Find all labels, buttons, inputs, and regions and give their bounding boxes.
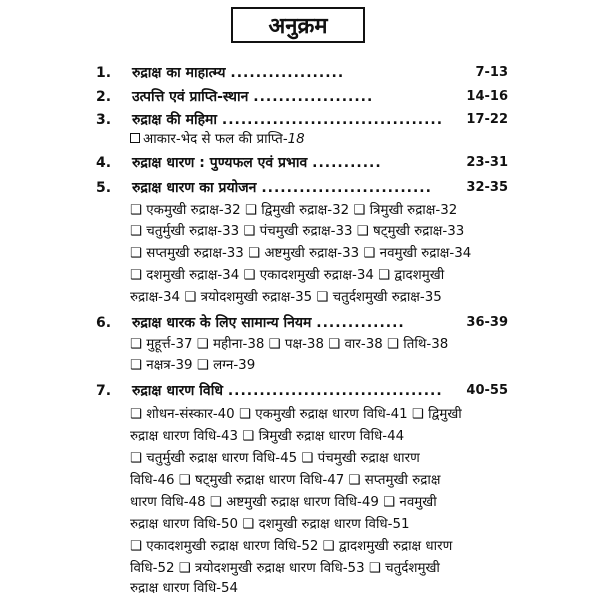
chapter-title-text: रुद्राक्ष धारण विधि xyxy=(132,383,223,399)
checkbox-icon xyxy=(130,133,140,143)
toc-chapter-1[interactable] xyxy=(0,63,600,83)
sub-line: रुद्राक्ष धारण विधि-43 ❑ त्रिमुखी रुद्राक्ष धारण विधि-44 xyxy=(130,429,405,444)
chapter-title-text: रुद्राक्ष धारण : पुण्यफल एवं प्रभाव xyxy=(132,155,308,171)
chapter-title-text: उत्पत्ति एवं प्राप्ति-स्थान xyxy=(132,89,249,105)
sub-line: ❑ शोधन-संस्कार-40 ❑ एकमुखी रुद्राक्ष धारण विधि-41 ❑ द्विमुखी xyxy=(130,407,462,422)
chapter-number: 1. xyxy=(96,65,112,81)
leader-dots: .................................. xyxy=(227,383,443,399)
toc-title-box xyxy=(231,7,365,43)
toc-chapter-7[interactable] xyxy=(0,381,600,401)
chapter-number: 5. xyxy=(96,180,112,196)
sub-line: रुद्राक्ष-34 ❑ त्रयोदशमुखी रुद्राक्ष-35 ❑ चतुर्दशमुखी रुद्राक्ष-35 xyxy=(130,290,442,305)
sub-line: ❑ एकमुखी रुद्राक्ष-32 ❑ द्विमुखी रुद्राक्ष-32 ❑ त्रिमुखी रुद्राक्ष-32 xyxy=(130,203,458,218)
chapter-number: 4. xyxy=(96,155,112,171)
sub-line: रुद्राक्ष धारण विधि-50 ❑ दशमुखी रुद्राक्ष धारण विधि-51 xyxy=(130,517,410,532)
chapter-title xyxy=(132,178,432,198)
chapter-title xyxy=(132,63,344,83)
toc-chapter-3[interactable] xyxy=(0,110,600,130)
sub-text: आकार-भेद से फल की प्राप्ति- xyxy=(143,132,288,147)
chapter-title-text: रुद्राक्ष का माहात्म्य xyxy=(132,65,226,81)
toc-chapter-2[interactable] xyxy=(0,87,600,107)
chapter-number: 7. xyxy=(96,383,112,399)
chapter-pages: 32-35 xyxy=(466,180,508,195)
leader-dots: .................. xyxy=(230,65,345,81)
leader-dots: ................... xyxy=(253,89,374,105)
sub-line: ❑ एकादशमुखी रुद्राक्ष धारण विधि-52 ❑ द्वादशमुखी रुद्राक्ष धारण xyxy=(130,539,453,554)
chapter-title xyxy=(132,153,382,173)
toc-chapter-5[interactable] xyxy=(0,178,600,198)
chapter-title-text: रुद्राक्ष धारण का प्रयोजन xyxy=(132,180,257,196)
leader-dots: ........... xyxy=(312,155,382,171)
sub-line: ❑ चतुर्मुखी रुद्राक्ष धारण विधि-45 ❑ पंचमुखी रुद्राक्ष धारण xyxy=(130,451,420,466)
sub-line: रुद्राक्ष धारण विधि-54 xyxy=(130,581,239,596)
leader-dots: .............. xyxy=(316,315,405,331)
chapter-pages: 7-13 xyxy=(475,65,508,80)
sub-line: ❑ सप्तमुखी रुद्राक्ष-33 ❑ अष्टमुखी रुद्राक्ष-33 ❑ नवमुखी रुद्राक्ष-34 xyxy=(130,246,472,261)
chapter-pages: 17-22 xyxy=(466,112,508,127)
toc-chapter-6[interactable] xyxy=(0,313,600,333)
sub-line: ❑ मुहूर्त्त-37 ❑ महीना-38 ❑ पक्ष-38 ❑ वार-38 ❑ तिथि-38 xyxy=(130,337,449,352)
chapter-pages: 36-39 xyxy=(466,315,508,330)
sub-line: ❑ नक्षत्र-39 ❑ लग्न-39 xyxy=(130,358,256,373)
sub-line: धारण विधि-48 ❑ अष्टमुखी रुद्राक्ष धारण विधि-49 ❑ नवमुखी xyxy=(130,495,437,510)
sub-line: विधि-52 ❑ त्रयोदशमुखी रुद्राक्ष धारण विधि-53 ❑ चतुर्दशमुखी xyxy=(130,561,440,576)
chapter-title-text: रुद्राक्ष धारक के लिए सामान्य नियम xyxy=(132,315,312,331)
chapter-title xyxy=(132,313,405,333)
leader-dots: ................................... xyxy=(221,112,444,128)
toc-chapter-4[interactable] xyxy=(0,153,600,173)
chapter-pages: 23-31 xyxy=(466,155,508,170)
sub-line: ❑ चतुर्मुखी रुद्राक्ष-33 ❑ पंचमुखी रुद्राक्ष-33 ❑ षट्मुखी रुद्राक्ष-33 xyxy=(130,224,465,239)
chapter-title xyxy=(132,381,443,401)
chapter-pages: 14-16 xyxy=(466,89,508,104)
sub-line xyxy=(130,130,476,150)
chapter-number: 3. xyxy=(96,112,112,128)
chapter-pages: 40-55 xyxy=(466,383,508,398)
chapter-number: 2. xyxy=(96,89,112,105)
toc-title: अनुक्रम xyxy=(268,14,328,39)
chapter-title-text: रुद्राक्ष की महिमा xyxy=(132,112,218,128)
sub-line: ❑ दशमुखी रुद्राक्ष-34 ❑ एकादशमुखी रुद्राक्ष-34 ❑ द्वादशमुखी xyxy=(130,268,445,283)
sub-page: 18 xyxy=(287,132,305,147)
chapter-title xyxy=(132,110,443,130)
chapter-title xyxy=(132,87,373,107)
chapter-number: 6. xyxy=(96,315,112,331)
sub-line: विधि-46 ❑ षट्मुखी रुद्राक्ष धारण विधि-47 ❑ सप्तमुखी रुद्राक्ष xyxy=(130,473,441,488)
leader-dots: ........................... xyxy=(261,180,432,196)
